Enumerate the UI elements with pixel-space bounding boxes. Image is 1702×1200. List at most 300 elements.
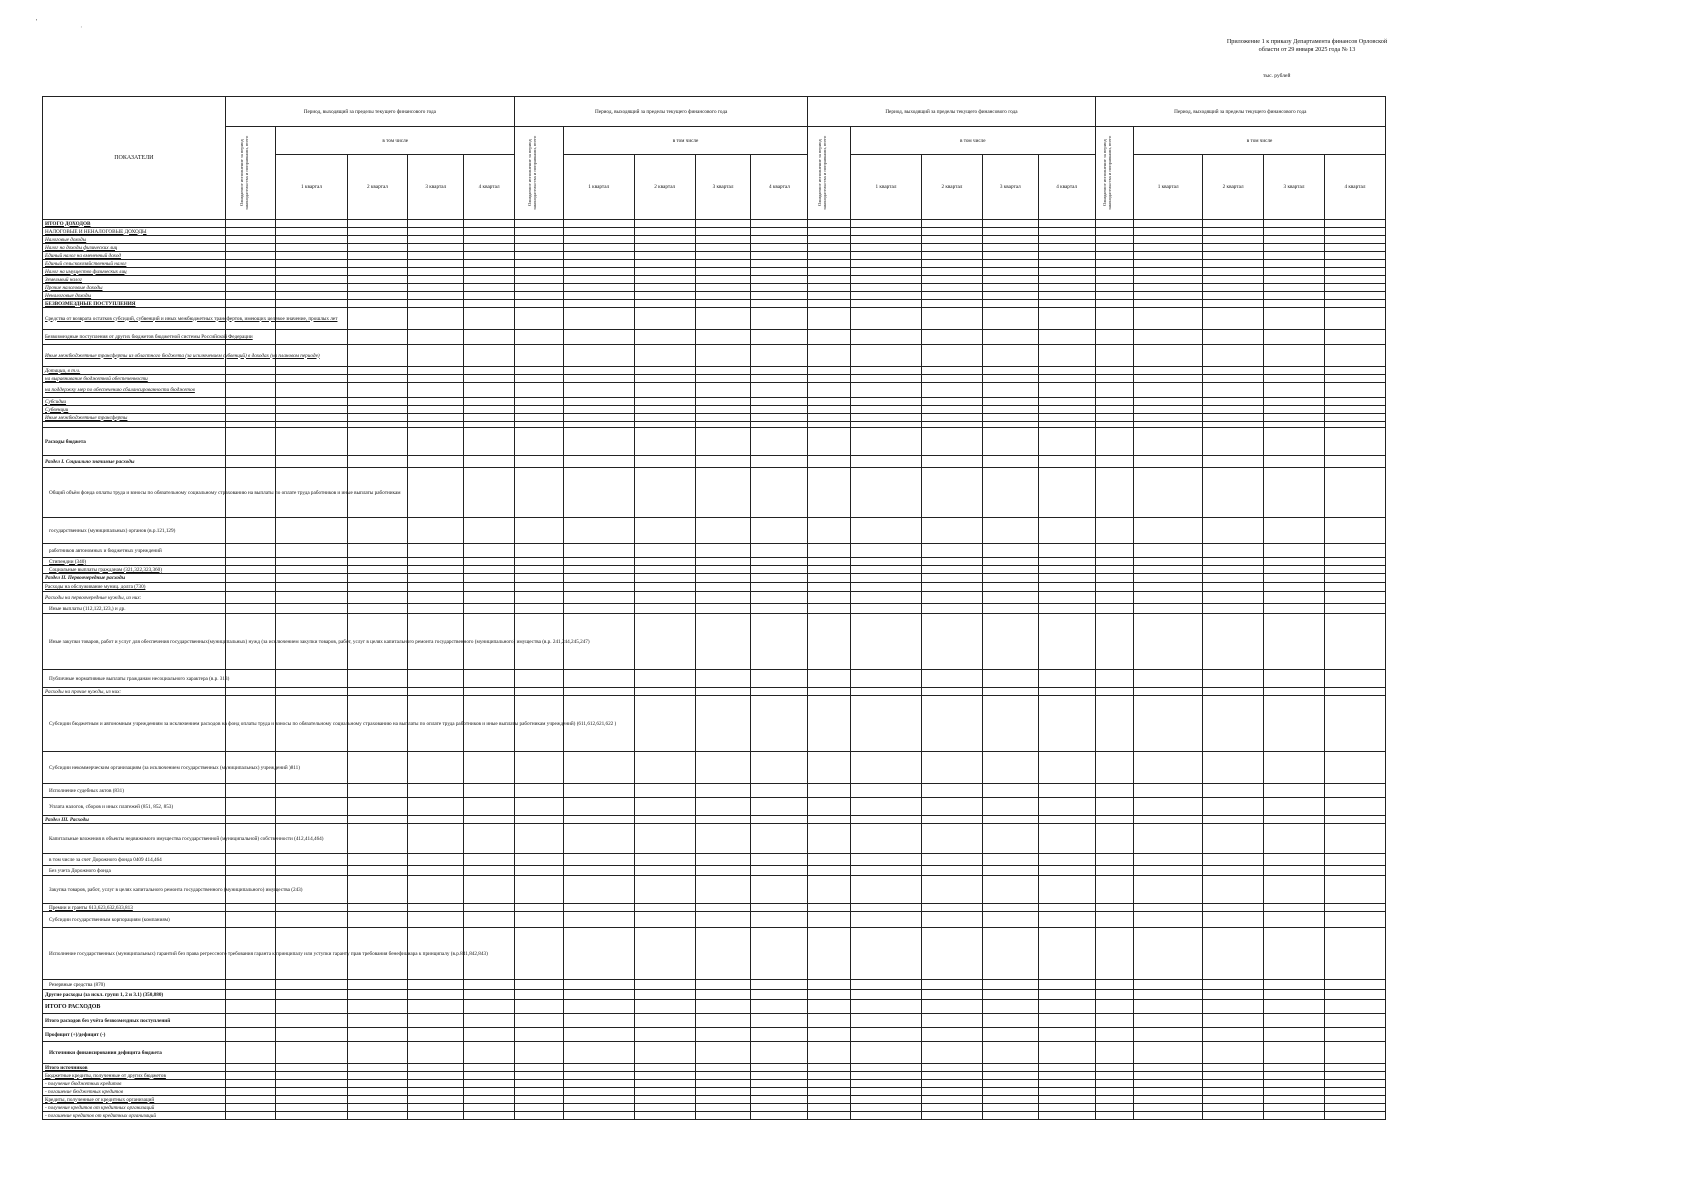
value-cell[interactable] [276, 236, 347, 244]
value-cell[interactable] [634, 670, 695, 688]
value-cell[interactable] [695, 300, 751, 308]
value-cell[interactable] [514, 375, 563, 383]
value-cell[interactable] [1264, 468, 1325, 518]
value-cell[interactable] [751, 383, 808, 398]
value-cell[interactable] [1203, 456, 1264, 468]
value-cell[interactable] [850, 300, 921, 308]
value-cell[interactable] [514, 544, 563, 558]
value-cell[interactable] [464, 244, 515, 252]
value-cell[interactable] [563, 583, 634, 592]
value-cell[interactable] [751, 300, 808, 308]
value-cell[interactable] [850, 912, 921, 928]
value-cell[interactable] [464, 574, 515, 583]
value-cell[interactable] [563, 566, 634, 574]
value-cell[interactable] [1038, 300, 1095, 308]
value-cell[interactable] [563, 228, 634, 236]
value-cell[interactable] [1203, 1072, 1264, 1080]
value-cell[interactable] [514, 468, 563, 518]
value-cell[interactable] [1134, 670, 1203, 688]
value-cell[interactable] [408, 398, 464, 406]
value-cell[interactable] [1134, 414, 1203, 422]
value-cell[interactable] [1324, 1112, 1385, 1120]
value-cell[interactable] [922, 383, 983, 398]
value-cell[interactable] [1038, 566, 1095, 574]
value-cell[interactable] [464, 414, 515, 422]
value-cell[interactable] [1264, 268, 1325, 276]
value-cell[interactable] [634, 383, 695, 398]
value-cell[interactable] [464, 583, 515, 592]
value-cell[interactable] [808, 566, 851, 574]
value-cell[interactable] [1203, 784, 1264, 798]
value-cell[interactable] [1095, 1014, 1134, 1028]
value-cell[interactable] [922, 220, 983, 228]
value-cell[interactable] [1203, 904, 1264, 912]
value-cell[interactable] [514, 1028, 563, 1042]
value-cell[interactable] [850, 228, 921, 236]
value-cell[interactable] [276, 980, 347, 990]
value-cell[interactable] [695, 592, 751, 604]
value-cell[interactable] [563, 276, 634, 284]
value-cell[interactable] [1134, 244, 1203, 252]
value-cell[interactable] [1264, 236, 1325, 244]
value-cell[interactable] [751, 583, 808, 592]
value-cell[interactable] [634, 284, 695, 292]
value-cell[interactable] [808, 784, 851, 798]
value-cell[interactable] [922, 252, 983, 260]
value-cell[interactable] [982, 1000, 1038, 1014]
value-cell[interactable] [1324, 284, 1385, 292]
value-cell[interactable] [1038, 1080, 1095, 1088]
value-cell[interactable] [1095, 912, 1134, 928]
value-cell[interactable] [514, 990, 563, 1000]
value-cell[interactable] [922, 518, 983, 544]
value-cell[interactable] [982, 912, 1038, 928]
value-cell[interactable] [850, 558, 921, 566]
value-cell[interactable] [1038, 1088, 1095, 1096]
value-cell[interactable] [1095, 904, 1134, 912]
value-cell[interactable] [1203, 236, 1264, 244]
value-cell[interactable] [347, 784, 408, 798]
value-cell[interactable] [850, 670, 921, 688]
value-cell[interactable] [1264, 604, 1325, 614]
value-cell[interactable] [634, 688, 695, 696]
value-cell[interactable] [1038, 284, 1095, 292]
value-cell[interactable] [347, 816, 408, 824]
value-cell[interactable] [225, 300, 276, 308]
value-cell[interactable] [922, 604, 983, 614]
value-cell[interactable] [276, 583, 347, 592]
value-cell[interactable] [1038, 244, 1095, 252]
value-cell[interactable] [225, 912, 276, 928]
value-cell[interactable] [808, 854, 851, 866]
value-cell[interactable] [982, 228, 1038, 236]
value-cell[interactable] [1038, 1064, 1095, 1072]
value-cell[interactable] [276, 866, 347, 876]
value-cell[interactable] [1264, 824, 1325, 854]
value-cell[interactable] [276, 276, 347, 284]
value-cell[interactable] [1203, 752, 1264, 784]
value-cell[interactable] [1134, 752, 1203, 784]
value-cell[interactable] [464, 824, 515, 854]
value-cell[interactable] [464, 300, 515, 308]
value-cell[interactable] [634, 292, 695, 300]
value-cell[interactable] [1038, 824, 1095, 854]
value-cell[interactable] [514, 236, 563, 244]
value-cell[interactable] [408, 583, 464, 592]
value-cell[interactable] [751, 798, 808, 816]
value-cell[interactable] [1134, 928, 1203, 980]
value-cell[interactable] [347, 268, 408, 276]
value-cell[interactable] [1264, 345, 1325, 367]
value-cell[interactable] [347, 406, 408, 414]
value-cell[interactable] [922, 866, 983, 876]
value-cell[interactable] [850, 798, 921, 816]
value-cell[interactable] [408, 1042, 464, 1064]
value-cell[interactable] [1134, 798, 1203, 816]
value-cell[interactable] [347, 1096, 408, 1104]
value-cell[interactable] [408, 1104, 464, 1112]
value-cell[interactable] [563, 252, 634, 260]
value-cell[interactable] [464, 228, 515, 236]
value-cell[interactable] [514, 1112, 563, 1120]
value-cell[interactable] [408, 1088, 464, 1096]
value-cell[interactable] [1134, 1112, 1203, 1120]
value-cell[interactable] [1324, 220, 1385, 228]
value-cell[interactable] [634, 414, 695, 422]
value-cell[interactable] [225, 414, 276, 422]
value-cell[interactable] [1038, 558, 1095, 566]
value-cell[interactable] [514, 367, 563, 375]
value-cell[interactable] [808, 688, 851, 696]
value-cell[interactable] [808, 696, 851, 752]
value-cell[interactable] [514, 798, 563, 816]
value-cell[interactable] [1203, 414, 1264, 422]
value-cell[interactable] [225, 428, 276, 456]
value-cell[interactable] [1264, 854, 1325, 866]
value-cell[interactable] [751, 1072, 808, 1080]
value-cell[interactable] [808, 375, 851, 383]
value-cell[interactable] [276, 1072, 347, 1080]
value-cell[interactable] [1038, 816, 1095, 824]
value-cell[interactable] [634, 583, 695, 592]
value-cell[interactable] [1203, 696, 1264, 752]
value-cell[interactable] [225, 1064, 276, 1072]
value-cell[interactable] [1134, 1042, 1203, 1064]
value-cell[interactable] [808, 414, 851, 422]
value-cell[interactable] [922, 824, 983, 854]
value-cell[interactable] [808, 574, 851, 583]
value-cell[interactable] [514, 980, 563, 990]
value-cell[interactable] [408, 544, 464, 558]
value-cell[interactable] [1134, 276, 1203, 284]
value-cell[interactable] [1038, 854, 1095, 866]
value-cell[interactable] [1203, 383, 1264, 398]
value-cell[interactable] [982, 928, 1038, 980]
value-cell[interactable] [1324, 468, 1385, 518]
value-cell[interactable] [464, 876, 515, 904]
value-cell[interactable] [1095, 1072, 1134, 1080]
value-cell[interactable] [408, 798, 464, 816]
value-cell[interactable] [1038, 670, 1095, 688]
value-cell[interactable] [1134, 784, 1203, 798]
value-cell[interactable] [1264, 928, 1325, 980]
value-cell[interactable] [634, 752, 695, 784]
value-cell[interactable] [1038, 1112, 1095, 1120]
value-cell[interactable] [464, 1064, 515, 1072]
value-cell[interactable] [1264, 456, 1325, 468]
value-cell[interactable] [347, 367, 408, 375]
value-cell[interactable] [1095, 1104, 1134, 1112]
value-cell[interactable] [922, 284, 983, 292]
value-cell[interactable] [408, 345, 464, 367]
value-cell[interactable] [563, 1112, 634, 1120]
value-cell[interactable] [982, 696, 1038, 752]
value-cell[interactable] [634, 468, 695, 518]
value-cell[interactable] [695, 383, 751, 398]
value-cell[interactable] [347, 574, 408, 583]
value-cell[interactable] [514, 1000, 563, 1014]
value-cell[interactable] [751, 1096, 808, 1104]
value-cell[interactable] [1324, 1104, 1385, 1112]
value-cell[interactable] [850, 260, 921, 268]
value-cell[interactable] [634, 244, 695, 252]
value-cell[interactable] [1095, 824, 1134, 854]
value-cell[interactable] [1038, 292, 1095, 300]
value-cell[interactable] [276, 604, 347, 614]
value-cell[interactable] [1038, 228, 1095, 236]
value-cell[interactable] [751, 1064, 808, 1072]
value-cell[interactable] [922, 375, 983, 383]
value-cell[interactable] [751, 816, 808, 824]
value-cell[interactable] [850, 1000, 921, 1014]
value-cell[interactable] [695, 308, 751, 330]
value-cell[interactable] [276, 428, 347, 456]
value-cell[interactable] [982, 1072, 1038, 1080]
value-cell[interactable] [1264, 1028, 1325, 1042]
value-cell[interactable] [695, 252, 751, 260]
value-cell[interactable] [751, 236, 808, 244]
value-cell[interactable] [850, 345, 921, 367]
value-cell[interactable] [408, 268, 464, 276]
value-cell[interactable] [1134, 1028, 1203, 1042]
value-cell[interactable] [1134, 406, 1203, 414]
value-cell[interactable] [1324, 1014, 1385, 1028]
value-cell[interactable] [1324, 1000, 1385, 1014]
value-cell[interactable] [276, 574, 347, 583]
value-cell[interactable] [225, 866, 276, 876]
value-cell[interactable] [514, 414, 563, 422]
value-cell[interactable] [1038, 268, 1095, 276]
value-cell[interactable] [563, 816, 634, 824]
value-cell[interactable] [1264, 1096, 1325, 1104]
value-cell[interactable] [850, 456, 921, 468]
value-cell[interactable] [408, 558, 464, 566]
value-cell[interactable] [225, 236, 276, 244]
value-cell[interactable] [276, 854, 347, 866]
value-cell[interactable] [634, 236, 695, 244]
value-cell[interactable] [514, 688, 563, 696]
value-cell[interactable] [1095, 866, 1134, 876]
value-cell[interactable] [695, 604, 751, 614]
value-cell[interactable] [514, 268, 563, 276]
value-cell[interactable] [276, 292, 347, 300]
value-cell[interactable] [751, 414, 808, 422]
value-cell[interactable] [347, 383, 408, 398]
value-cell[interactable] [695, 583, 751, 592]
value-cell[interactable] [276, 592, 347, 604]
value-cell[interactable] [347, 670, 408, 688]
value-cell[interactable] [1095, 583, 1134, 592]
value-cell[interactable] [1134, 604, 1203, 614]
value-cell[interactable] [695, 1000, 751, 1014]
value-cell[interactable] [408, 284, 464, 292]
value-cell[interactable] [695, 292, 751, 300]
value-cell[interactable] [808, 544, 851, 558]
value-cell[interactable] [1038, 866, 1095, 876]
value-cell[interactable] [225, 670, 276, 688]
value-cell[interactable] [563, 980, 634, 990]
value-cell[interactable] [634, 345, 695, 367]
value-cell[interactable] [982, 1014, 1038, 1028]
value-cell[interactable] [808, 292, 851, 300]
value-cell[interactable] [850, 816, 921, 824]
value-cell[interactable] [563, 604, 634, 614]
value-cell[interactable] [1203, 276, 1264, 284]
value-cell[interactable] [634, 696, 695, 752]
value-cell[interactable] [464, 604, 515, 614]
value-cell[interactable] [464, 990, 515, 1000]
value-cell[interactable] [1134, 228, 1203, 236]
value-cell[interactable] [225, 604, 276, 614]
value-cell[interactable] [1264, 1104, 1325, 1112]
value-cell[interactable] [408, 228, 464, 236]
value-cell[interactable] [1324, 300, 1385, 308]
value-cell[interactable] [634, 854, 695, 866]
value-cell[interactable] [347, 276, 408, 284]
value-cell[interactable] [922, 367, 983, 375]
value-cell[interactable] [695, 866, 751, 876]
value-cell[interactable] [563, 1104, 634, 1112]
value-cell[interactable] [982, 614, 1038, 670]
value-cell[interactable] [850, 252, 921, 260]
value-cell[interactable] [1134, 592, 1203, 604]
value-cell[interactable] [347, 1112, 408, 1120]
value-cell[interactable] [347, 990, 408, 1000]
value-cell[interactable] [808, 228, 851, 236]
value-cell[interactable] [1324, 292, 1385, 300]
value-cell[interactable] [1203, 406, 1264, 414]
value-cell[interactable] [563, 375, 634, 383]
value-cell[interactable] [347, 604, 408, 614]
value-cell[interactable] [276, 244, 347, 252]
value-cell[interactable] [850, 928, 921, 980]
value-cell[interactable] [695, 284, 751, 292]
value-cell[interactable] [1324, 428, 1385, 456]
value-cell[interactable] [408, 912, 464, 928]
value-cell[interactable] [695, 1042, 751, 1064]
value-cell[interactable] [634, 558, 695, 566]
value-cell[interactable] [922, 1028, 983, 1042]
value-cell[interactable] [922, 1042, 983, 1064]
value-cell[interactable] [1134, 824, 1203, 854]
value-cell[interactable] [1264, 1064, 1325, 1072]
value-cell[interactable] [922, 236, 983, 244]
value-cell[interactable] [982, 798, 1038, 816]
value-cell[interactable] [1203, 912, 1264, 928]
value-cell[interactable] [922, 574, 983, 583]
value-cell[interactable] [1324, 614, 1385, 670]
value-cell[interactable] [1038, 428, 1095, 456]
value-cell[interactable] [276, 1104, 347, 1112]
value-cell[interactable] [1264, 383, 1325, 398]
value-cell[interactable] [347, 688, 408, 696]
value-cell[interactable] [1038, 1072, 1095, 1080]
value-cell[interactable] [408, 980, 464, 990]
value-cell[interactable] [563, 798, 634, 816]
value-cell[interactable] [1264, 583, 1325, 592]
value-cell[interactable] [751, 456, 808, 468]
value-cell[interactable] [982, 876, 1038, 904]
value-cell[interactable] [808, 468, 851, 518]
value-cell[interactable] [751, 566, 808, 574]
value-cell[interactable] [1038, 696, 1095, 752]
value-cell[interactable] [695, 1014, 751, 1028]
value-cell[interactable] [808, 428, 851, 456]
value-cell[interactable] [225, 544, 276, 558]
value-cell[interactable] [808, 670, 851, 688]
value-cell[interactable] [751, 670, 808, 688]
value-cell[interactable] [514, 292, 563, 300]
value-cell[interactable] [563, 330, 634, 345]
value-cell[interactable] [464, 1042, 515, 1064]
value-cell[interactable] [695, 574, 751, 583]
value-cell[interactable] [850, 1088, 921, 1096]
value-cell[interactable] [850, 566, 921, 574]
value-cell[interactable] [514, 928, 563, 980]
value-cell[interactable] [1203, 990, 1264, 1000]
value-cell[interactable] [808, 866, 851, 876]
value-cell[interactable] [982, 244, 1038, 252]
value-cell[interactable] [225, 375, 276, 383]
value-cell[interactable] [514, 854, 563, 866]
value-cell[interactable] [634, 866, 695, 876]
value-cell[interactable] [408, 414, 464, 422]
value-cell[interactable] [808, 1000, 851, 1014]
value-cell[interactable] [1203, 604, 1264, 614]
value-cell[interactable] [808, 1096, 851, 1104]
value-cell[interactable] [563, 574, 634, 583]
value-cell[interactable] [225, 260, 276, 268]
value-cell[interactable] [634, 1014, 695, 1028]
value-cell[interactable] [850, 220, 921, 228]
value-cell[interactable] [808, 345, 851, 367]
value-cell[interactable] [1095, 558, 1134, 566]
value-cell[interactable] [1324, 854, 1385, 866]
value-cell[interactable] [464, 1014, 515, 1028]
value-cell[interactable] [1038, 252, 1095, 260]
value-cell[interactable] [695, 670, 751, 688]
value-cell[interactable] [751, 284, 808, 292]
value-cell[interactable] [982, 236, 1038, 244]
value-cell[interactable] [563, 752, 634, 784]
value-cell[interactable] [563, 866, 634, 876]
value-cell[interactable] [808, 912, 851, 928]
value-cell[interactable] [1134, 383, 1203, 398]
value-cell[interactable] [751, 544, 808, 558]
value-cell[interactable] [276, 398, 347, 406]
value-cell[interactable] [751, 990, 808, 1000]
value-cell[interactable] [850, 688, 921, 696]
